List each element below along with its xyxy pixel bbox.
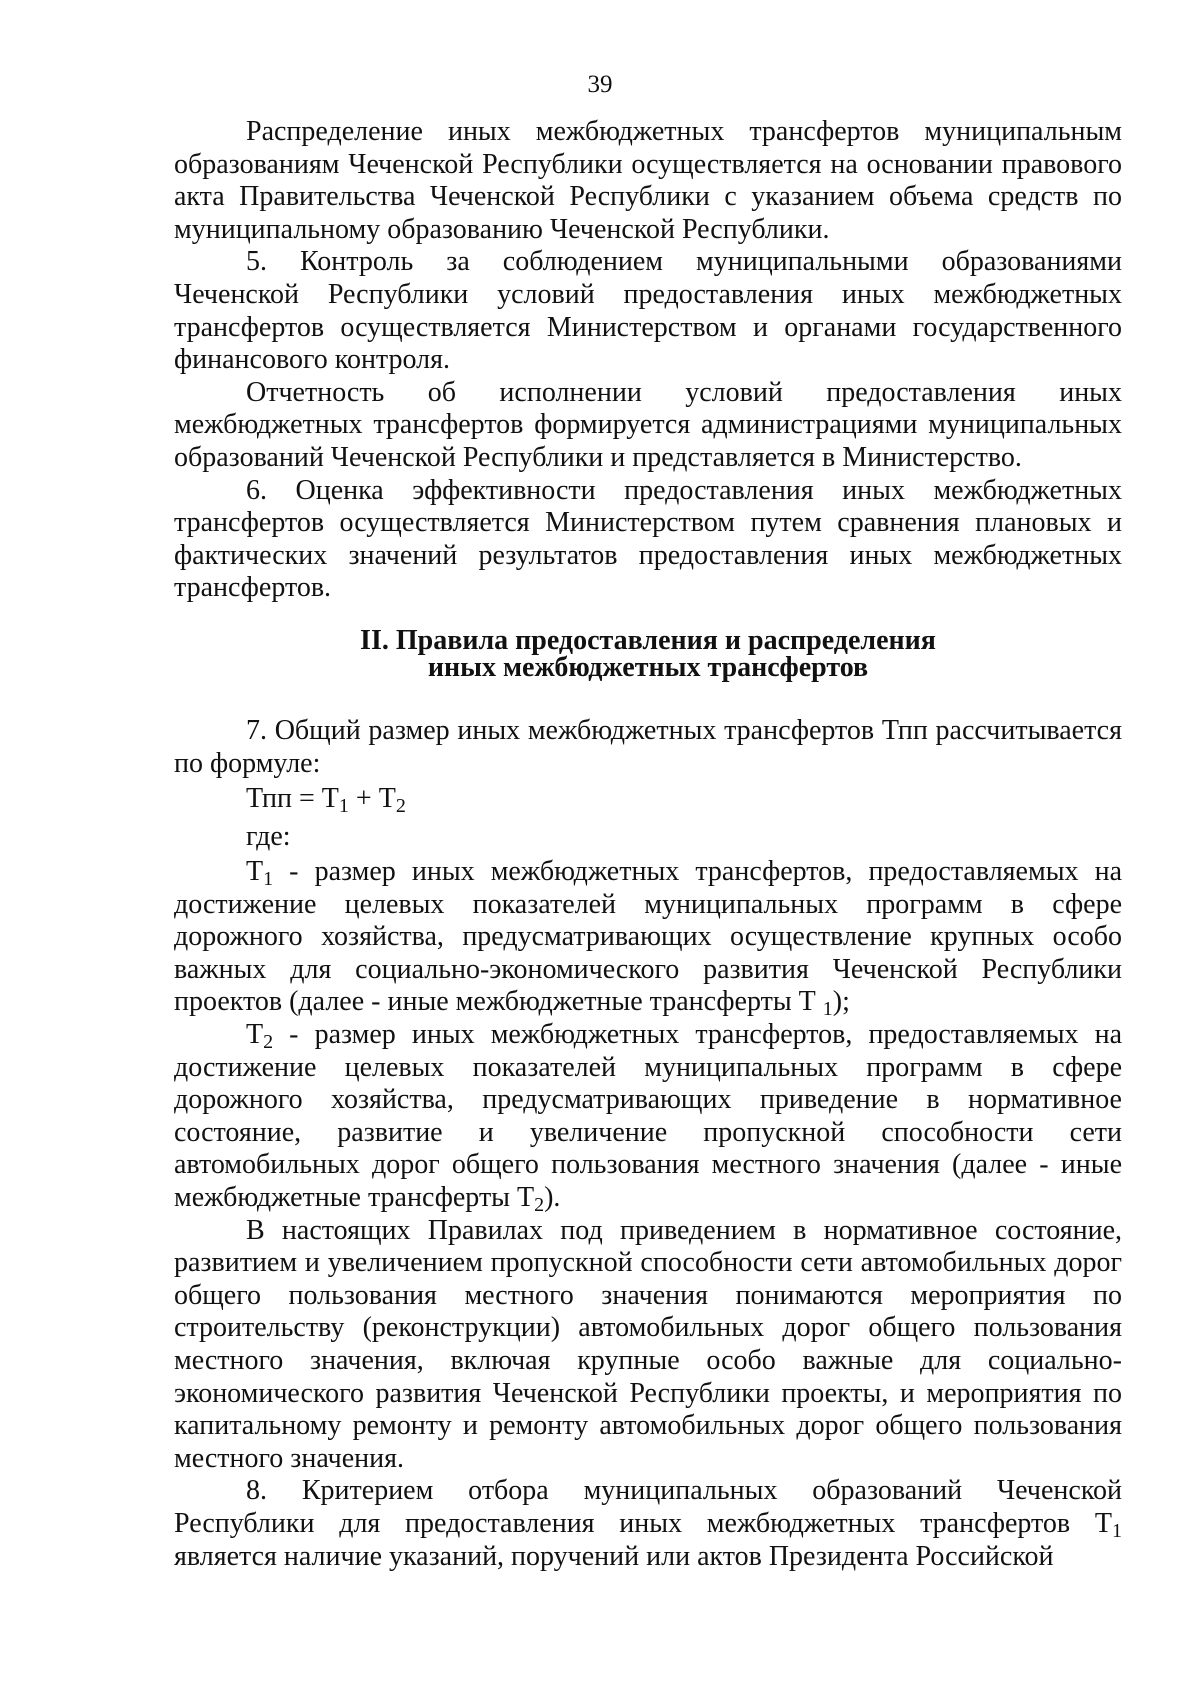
paragraph-8-criterion bbox=[174, 1475, 1122, 1573]
paragraph-7-total: 7. Общий размер иных межбюджетных трансфертов Тпп рассчитывается по формуле: bbox=[174, 714, 1122, 779]
t1-end: ); bbox=[832, 986, 850, 1018]
paragraph-t1-definition bbox=[174, 856, 1122, 1019]
formula-plus: + Т bbox=[348, 783, 396, 815]
paragraph-rules-definition: В настоящих Правилах под приведением в нормативное состояние, развитием и увеличением пропускной способности сети автомобильных дорог общего пользования местного значения понимаются мероприятия по строительству (реконструкции) автомобильных дорог общего пользования местного значения, включая крупные особо важные для социально-экономического развития Чеченской Республики проекты, и мероприятия по капитальному ремонту и ремонту автомобильных дорог общего пользования местного значения. bbox=[174, 1214, 1122, 1474]
p8-end: является наличие указаний, поручений или актов Президента Российской bbox=[174, 1540, 1054, 1572]
t2-text: - размер иных межбюджетных трансфертов, предоставляемых на достижение целевых показателей муниципальных программ в сфере дорожного хозяйства, предусматривающих приведение в нормативное состояние, развитие и увеличение пропускной способности сети автомобильных дорог общего пользования местного значения (далее - иные межбюджетные трансферты Т bbox=[174, 1019, 1122, 1214]
formula-sub2: 2 bbox=[395, 795, 406, 818]
paragraph-6-evaluation: 6. Оценка эффективности предоставления иных межбюджетных трансфертов осуществляется Министерством путем сравнения плановых и фактических значений результатов предоставления иных межбюджетных трансфертов. bbox=[174, 474, 1122, 604]
t1-symbol: Т bbox=[246, 856, 264, 888]
formula bbox=[174, 780, 1122, 818]
t2-end: ). bbox=[544, 1182, 561, 1214]
p8-sub: 1 bbox=[1112, 1519, 1122, 1542]
where-label: где: bbox=[246, 821, 291, 853]
formula-sub1: 1 bbox=[338, 795, 349, 818]
t1-end-sub: 1 bbox=[822, 998, 833, 1021]
document-body bbox=[174, 116, 1122, 1573]
t2-symbol-sub: 2 bbox=[263, 1031, 274, 1054]
page-number: 39 bbox=[587, 71, 613, 98]
formula-lhs: Тпп = Т bbox=[246, 783, 339, 815]
paragraph-t2-definition bbox=[174, 1019, 1122, 1215]
p8-text: 8. Критерием отбора муниципальных образований Чеченской Республики для предоставления иных межбюджетных трансфертов Т bbox=[174, 1475, 1122, 1539]
t1-symbol-sub: 1 bbox=[263, 868, 274, 891]
section-heading-line2: иных межбюджетных трансфертов bbox=[427, 651, 869, 683]
t1-text: - размер иных межбюджетных трансфертов, предоставляемых на достижение целевых показателей муниципальных программ в сфере дорожного хозяйства, предусматривающих осуществление крупных особо важных для социально-экономического развития Чеченской Республики проектов (далее - иные межбюджетные трансферты Т bbox=[174, 856, 1122, 1018]
paragraph-reporting: Отчетность об исполнении условий предоставления иных межбюджетных трансфертов формируется администрациями муниципальных образований Чеченской Республики и представляется в Министерство. bbox=[174, 376, 1122, 473]
paragraph-5-control: 5. Контроль за соблюдением муниципальными образованиями Чеченской Республики условий предоставления иных межбюджетных трансфертов осуществляется Министерством и органами государственного финансового контроля. bbox=[174, 246, 1122, 376]
t2-symbol: Т bbox=[246, 1019, 264, 1051]
paragraph-distribution: Распределение иных межбюджетных трансфертов муниципальным образованиям Чеченской Республики осуществляется на основании правового акта Правительства Чеченской Республики с указанием объема средств по муниципальному образованию Чеченской Республики. bbox=[174, 116, 1122, 245]
section-heading-line1: II. Правила предоставления и распределения bbox=[360, 624, 936, 656]
t2-end-sub: 2 bbox=[534, 1194, 545, 1217]
section-heading bbox=[174, 624, 1122, 683]
